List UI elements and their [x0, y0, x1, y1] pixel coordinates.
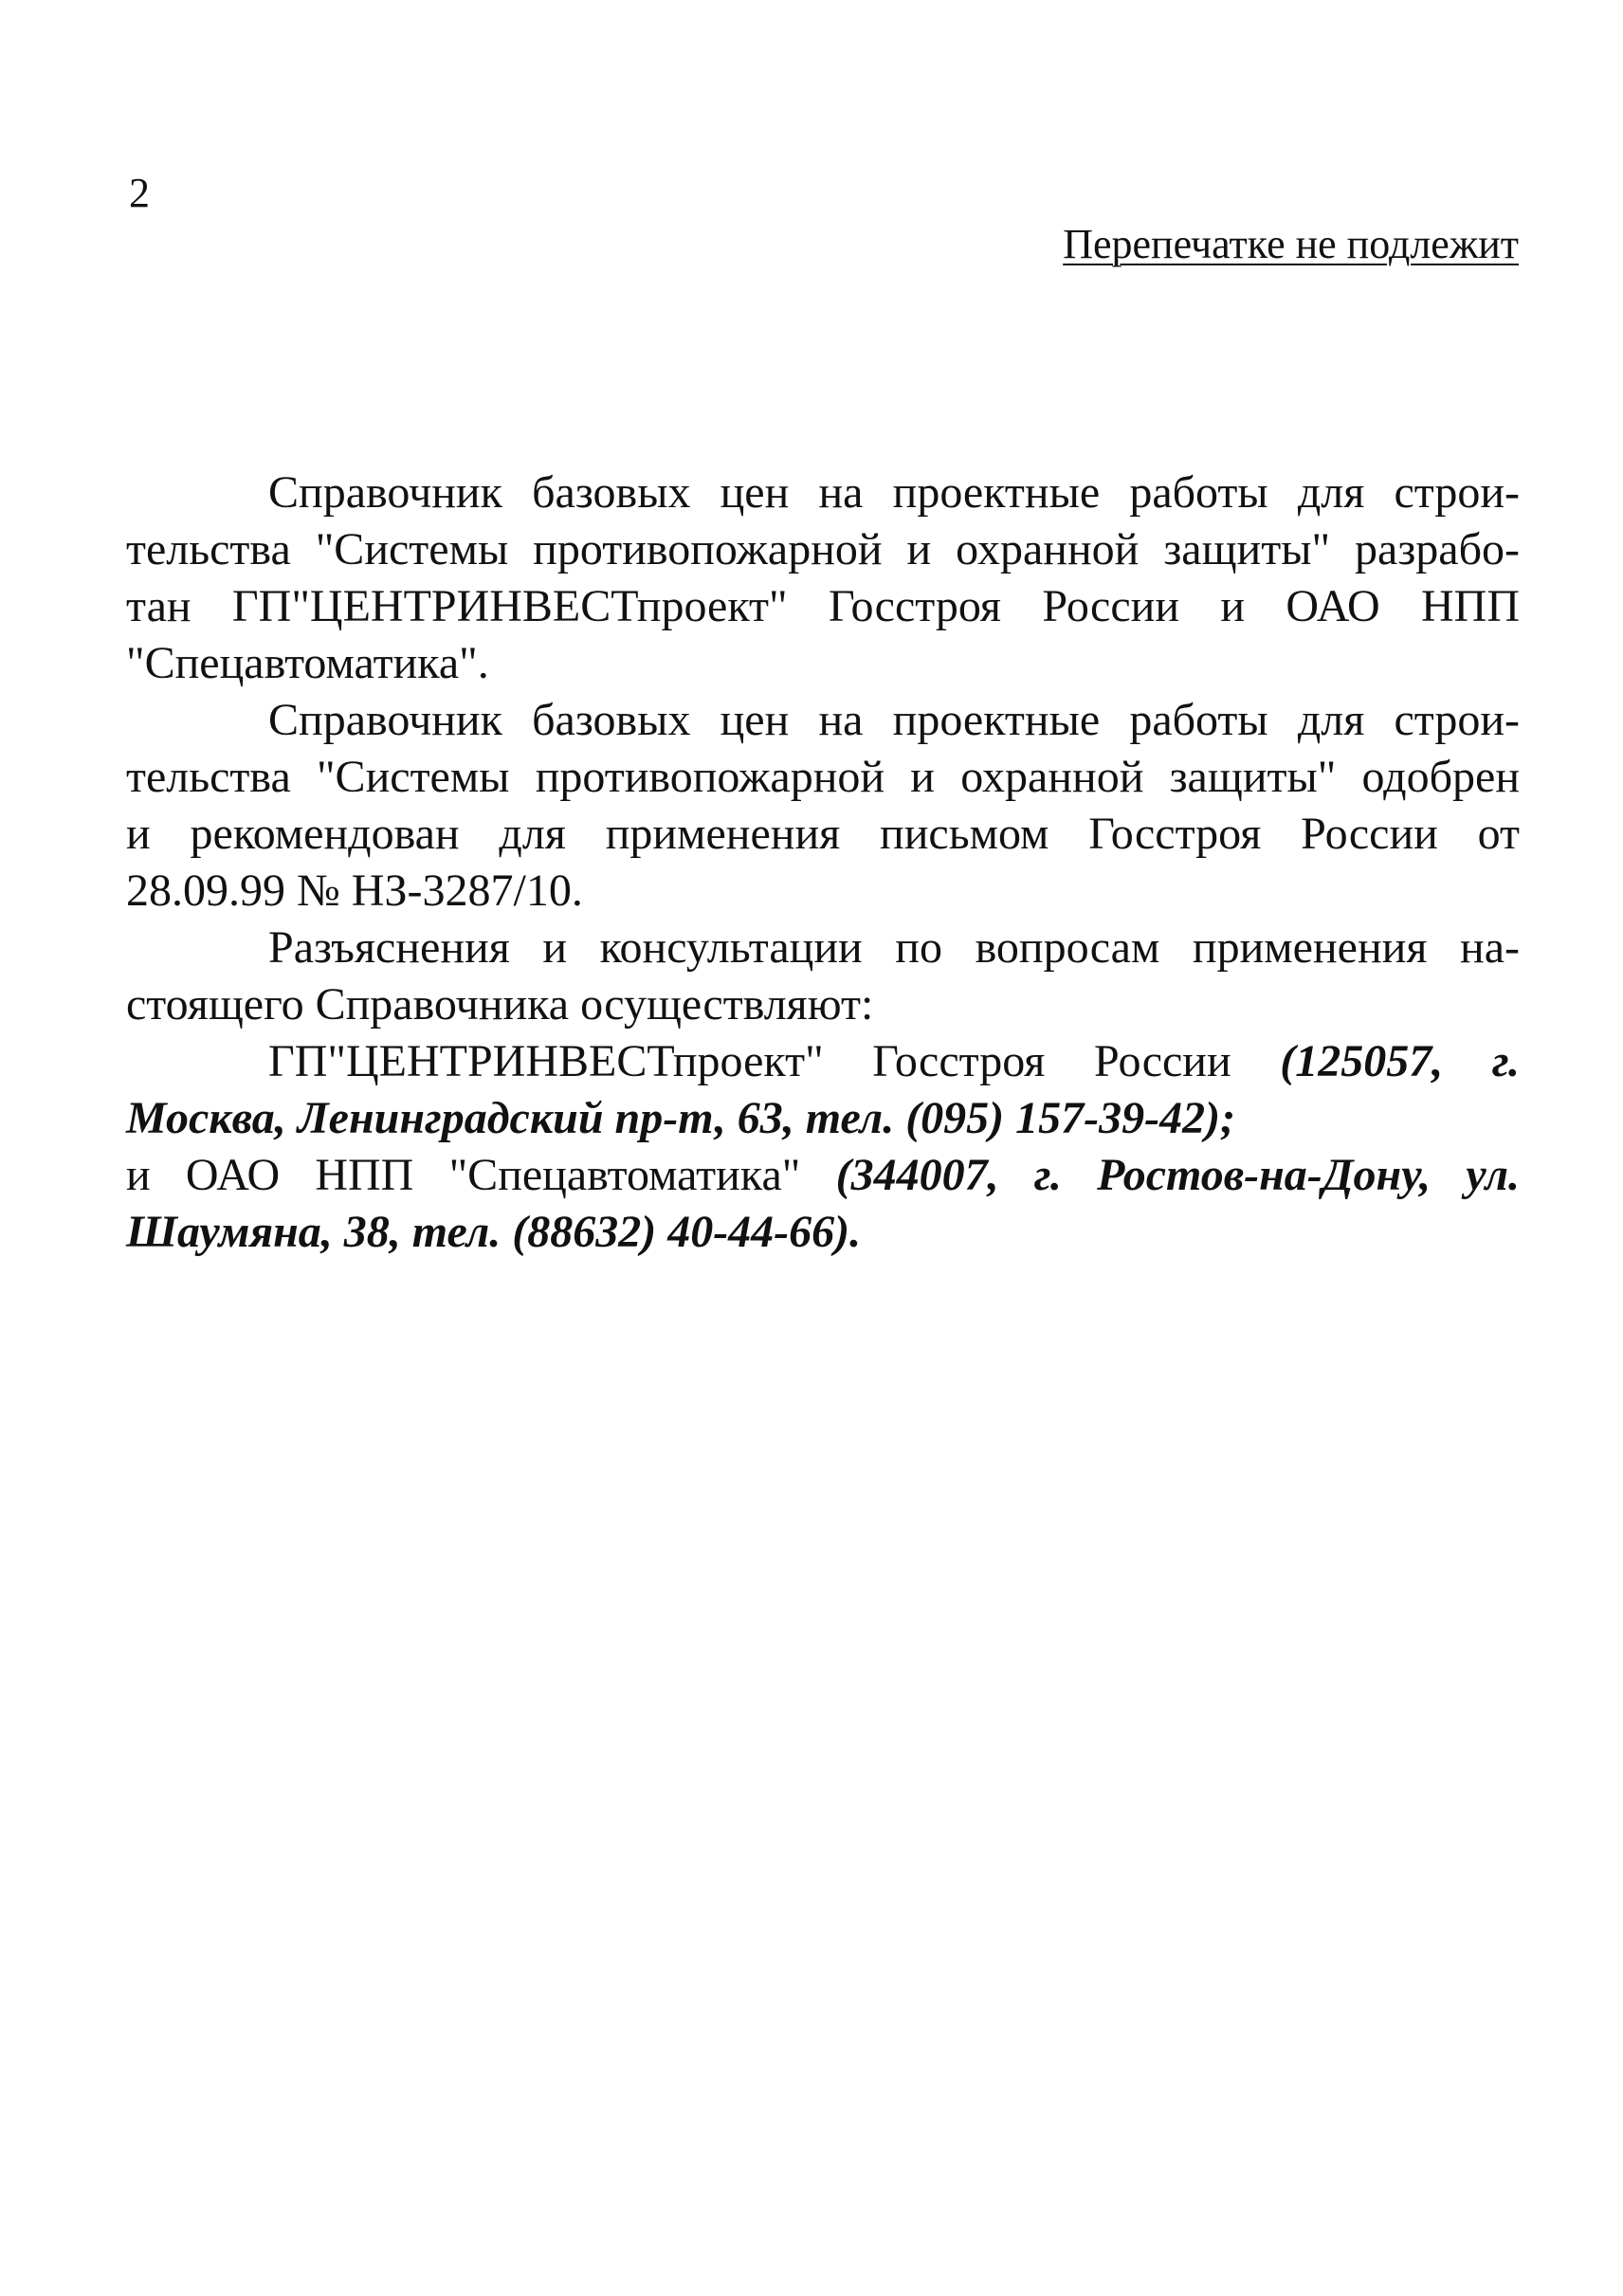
paragraph-2-line-2: тельства "Системы противопожарной и охранной защиты" одобрен — [126, 752, 1520, 802]
contact-2-org: и ОАО НПП "Спецавтоматика" — [126, 1150, 801, 1200]
document-body — [126, 465, 1520, 1261]
paragraph-1-line-4: "Спецавтоматика". — [126, 638, 489, 688]
contact-1-org: ГП"ЦЕНТРИНВЕСТпроект" Госстроя России — [268, 1036, 1231, 1086]
paragraph-1-line-2: тельства "Системы противопожарной и охранной защиты" разрабо- — [126, 524, 1520, 574]
page-number: 2 — [129, 170, 150, 216]
paragraph-2-line-3: и рекомендован для применения письмом Госстроя России от — [126, 809, 1520, 859]
paragraph-3-line-2: стоящего Справочника осуществляют: — [126, 979, 874, 1030]
contact-2-address-end: Шаумяна, 38, тел. (88632) 40-44-66). — [126, 1207, 862, 1257]
contact-2-line-1 — [126, 1147, 1520, 1204]
reprint-notice: Перепечатке не подлежит — [1063, 221, 1519, 267]
contact-2-address-start: (344007, г. Ростов-на-Дону, ул. — [835, 1150, 1520, 1200]
paragraph-1-line-1: Справочник базовых цен на проектные работы для строи- — [268, 467, 1520, 518]
contact-1-address-end: Москва, Ленинградский пр-т, 63, тел. (095) 157-39-42); — [126, 1093, 1236, 1143]
paragraph-3-line-1: Разъяснения и консультации по вопросам применения на- — [268, 922, 1520, 973]
contact-1-line-1 — [126, 1033, 1520, 1090]
contact-1-address-start: (125057, г. — [1280, 1036, 1520, 1086]
paragraph-2-line-4: 28.09.99 № НЗ-3287/10. — [126, 866, 583, 916]
paragraph-2-line-1: Справочник базовых цен на проектные работы для строи- — [268, 695, 1520, 745]
paragraph-1-line-3: тан ГП"ЦЕНТРИНВЕСТпроект" Госстроя России и ОАО НПП — [126, 581, 1520, 631]
